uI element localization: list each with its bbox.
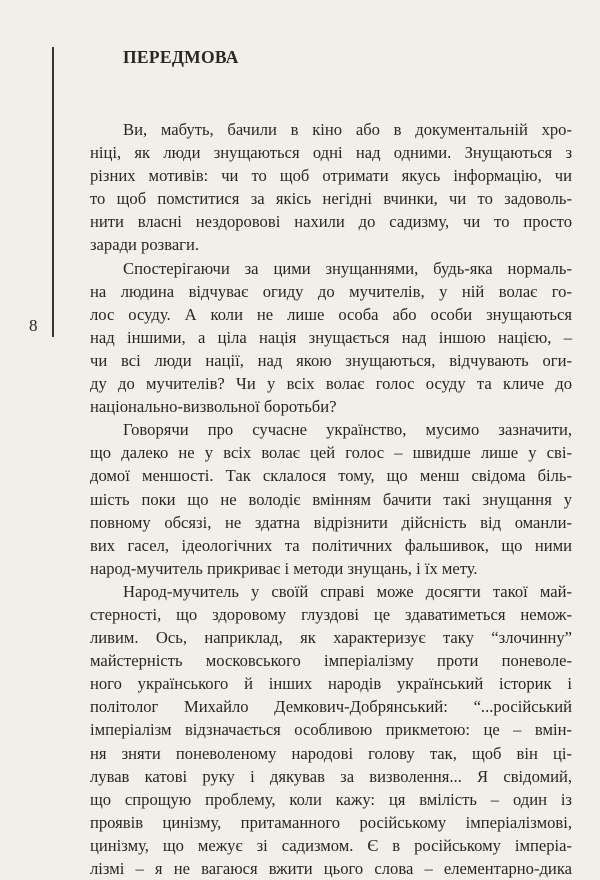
paragraph-line: цинізму, що межує зі садизмом. Є в російському імперіа-	[90, 835, 572, 855]
paragraph-line: політолог Михайло Демкович-Добрянський: “...російський	[90, 697, 572, 717]
paragraph-line: різних мотивів: чи то щоб отримати якусь інформацію, чи	[90, 166, 572, 186]
paragraph-line: лізмі – я не вагаюся вжити цього слова – елементарно-дика	[90, 859, 572, 878]
paragraph-line: Ви, мабуть, бачили в кіно або в документальній хро-	[123, 120, 572, 139]
paragraph-line: Спостерігаючи за цими знущаннями, будь-яка нормаль-	[123, 258, 572, 278]
paragraph-line: імперіалізм відзначається особливою прикметою: це – вмін-	[90, 720, 572, 740]
paragraph-line: лос осуду. А коли не лише особа або особи знущаються	[90, 304, 572, 324]
paragraph-line: Говорячи про сучасне українство, мусимо зазначити,	[123, 420, 572, 440]
paragraph-line: нити власні нездоровові нахили до садизму, чи то просто	[90, 212, 572, 232]
paragraph-line: ного українського й інших народів український історик і	[90, 674, 572, 694]
paragraph-line: національно-визвольної боротьби?	[90, 397, 337, 417]
page-number: 8	[29, 316, 38, 335]
paragraph-line: вих гасел, ідеологічних та політичних фальшивок, що ними	[90, 535, 572, 555]
paragraph-line: майстерність московського імперіалізму проти поневоле-	[90, 651, 572, 671]
paragraph-line: ня зняти поневоленому народові голову так, щоб він ці-	[90, 743, 572, 763]
paragraph-line: повному обсязі, не здатна відрізнити дійсність від оманли-	[90, 512, 572, 532]
paragraph-line: ду до мучителів? Чи у всіх волає голос осуду та кличе до	[90, 374, 572, 394]
paragraph-line: стерності, що здоровому глуздові це здаватиметься немож-	[90, 604, 572, 624]
paragraph-line: то щоб помститися за якісь негідні вчинки, чи то задоволь-	[90, 189, 572, 209]
body-text	[90, 118, 572, 880]
paragraph-line: ливим. Ось, наприклад, як характеризує таку “злочинну”	[90, 628, 572, 648]
paragraph-line: домої меншості. Так склалося тому, що менш свідома біль-	[90, 466, 572, 486]
paragraph-line: Народ-мучитель у своїй справі може досягти такої май-	[123, 581, 572, 601]
paragraph-line: заради розваги.	[90, 235, 200, 255]
paragraph-line: що далеко не у всіх волає цей голос – швидше лише у сві-	[90, 443, 572, 463]
paragraph-line: що спрощую проблему, коли кажу: ця вмілість – один із	[90, 789, 572, 809]
chapter-title: ПЕРЕДМОВА	[123, 47, 239, 67]
paragraph-line: лував катові руку і дякував за визволення... Я свідомий,	[90, 766, 572, 786]
paragraph-line: над іншими, а ціла нація знущається над іншою нацією, –	[90, 327, 572, 347]
paragraph-line: шість поки що не володіє вмінням бачити такі знущання у	[90, 489, 572, 509]
margin-rule	[52, 47, 54, 337]
paragraph-line: чи всі люди нації, над якою знущаються, відчувають оги-	[90, 350, 572, 370]
paragraph-line: проявів цинізму, притаманного російському імперіалізмові,	[90, 812, 572, 832]
paragraph-line: народ-мучитель прикриває і методи знущань, і їх мету.	[90, 558, 478, 578]
paragraph-line: ніці, як люди знущаються одні над одними. Знущаються з	[90, 143, 572, 163]
paragraph-line: на людина відчуває огиду до мучителів, у ній волає го-	[90, 281, 572, 301]
